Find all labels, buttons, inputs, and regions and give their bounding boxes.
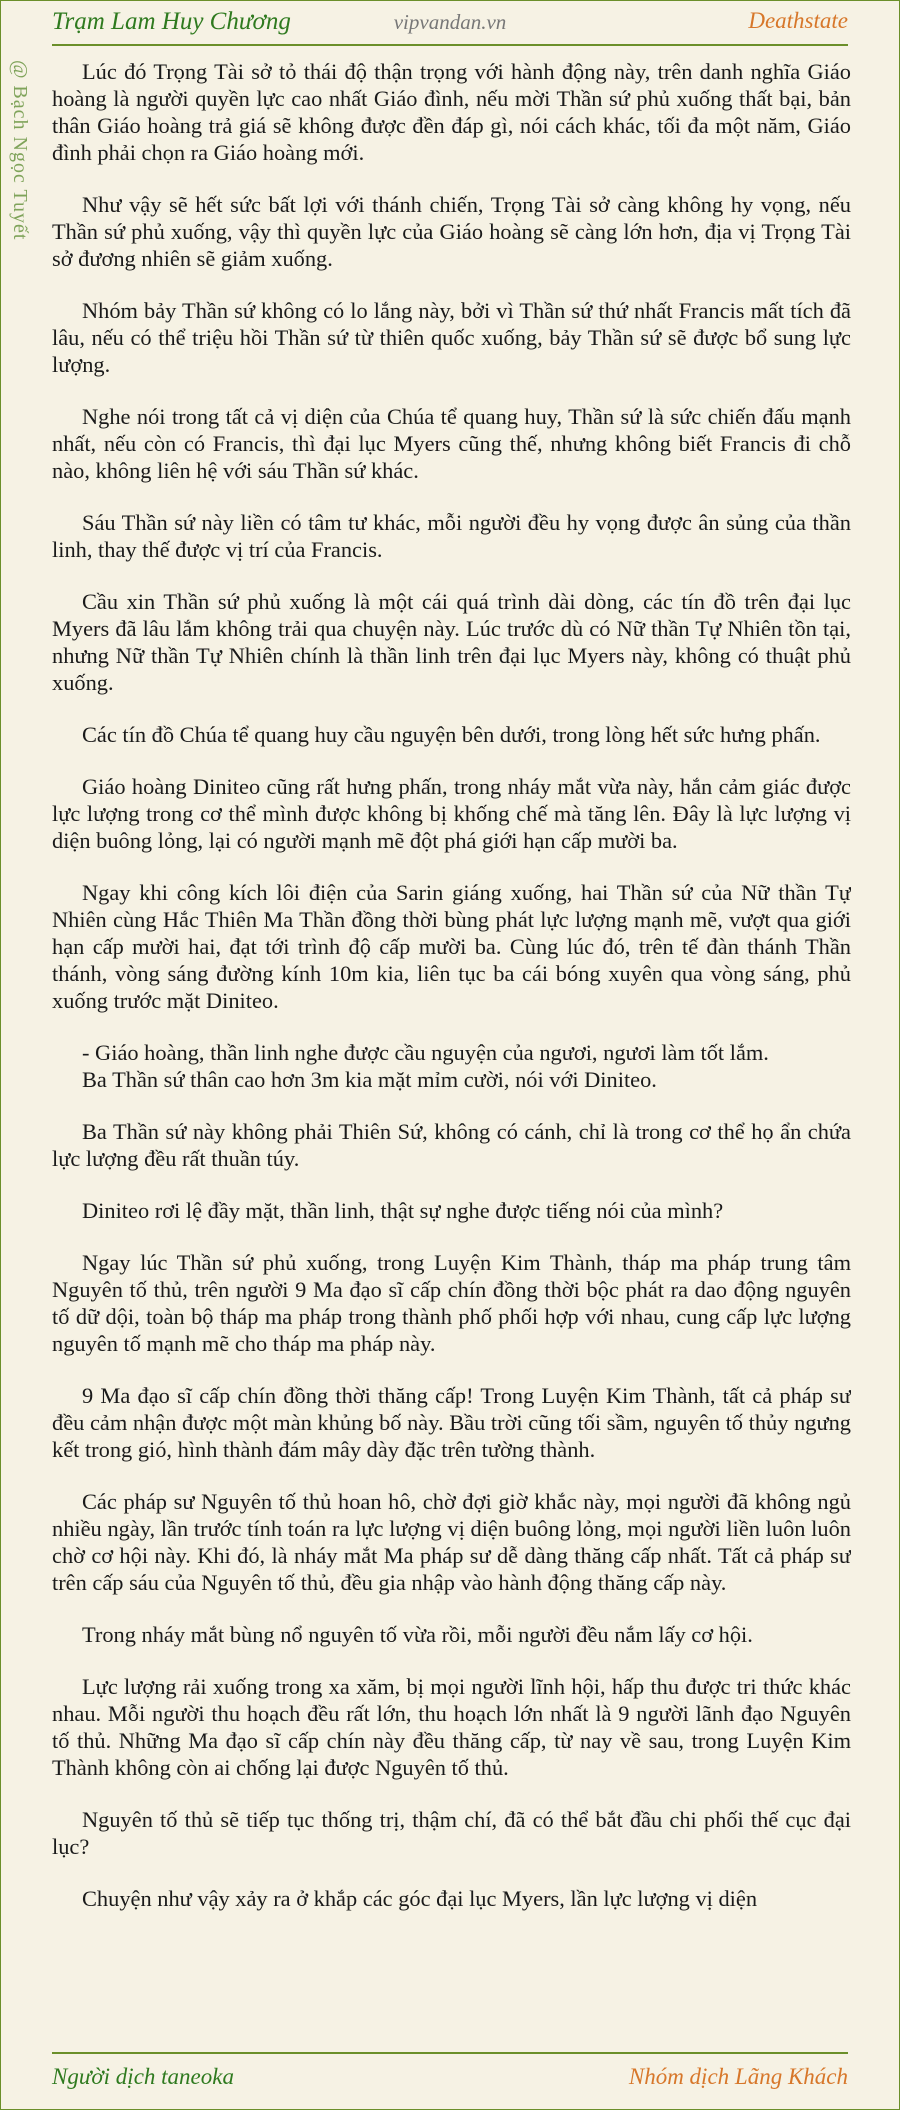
paragraph: Nguyên tố thủ sẽ tiếp tục thống trị, thậm chí, đã có thể bắt đầu chi phối thế cục đại lục?: [52, 1807, 851, 1859]
paragraph: Sáu Thần sứ này liền có tâm tư khác, mỗi người đều hy vọng được ân sủng của thần linh, thay thế được vị trí của Francis.: [52, 510, 851, 562]
chapter-text: [52, 58, 851, 2046]
paragraph: Ba Thần sứ thân cao hơn 3m kia mặt mỉm cười, nói với Diniteo.: [82, 1067, 657, 1092]
page-header: [0, 0, 900, 48]
paragraph: Giáo hoàng Diniteo cũng rất hưng phấn, trong nháy mắt vừa này, hắn cảm giác được lực lượng trong cơ thể mình được không bị khống chế mà tăng lên. Đây là lực lượng vị diện buông lỏng, lại có người mạnh mẽ đột phá giới hạn cấp mười ba.: [52, 774, 851, 853]
header-site: vipvandan.vn: [393, 10, 507, 34]
paragraph: 9 Ma đạo sĩ cấp chín đồng thời thăng cấp! Trong Luyện Kim Thành, tất cả pháp sư đều cảm nhận được một màn khủng bố này. Bầu trời cũng tối sầm, nguyên tố thủy ngưng kết trong gió, hình thành đám mây dày đặc trên tường thành.: [52, 1383, 851, 1462]
paragraph: Cầu xin Thần sứ phủ xuống là một cái quá trình dài dòng, các tín đồ trên đại lục Myers đã lâu lắm không trải qua chuyện này. Lúc trước dù có Nữ thần Tự Nhiên tồn tại, nhưng Nữ thần Tự Nhiên chính là thần linh trên đại lục Myers này, không có thuật phủ xuống.: [52, 589, 851, 695]
header-divider: [52, 44, 848, 46]
side-watermark: @ Bạch Ngọc Tuyết: [9, 60, 31, 241]
dialogue-line: - Giáo hoàng, thần linh nghe được cầu nguyện của ngươi, ngươi làm tốt lắm.: [82, 1040, 769, 1065]
paragraph: Diniteo rơi lệ đầy mặt, thần linh, thật sự nghe được tiếng nói của mình?: [82, 1198, 724, 1223]
paragraph: Ba Thần sứ này không phải Thiên Sứ, không có cánh, chỉ là trong cơ thể họ ẩn chứa lực lượng đều rất thuần túy.: [52, 1119, 851, 1171]
header-author: Trạm Lam Huy Chương: [52, 8, 291, 35]
paragraph: Các pháp sư Nguyên tố thủ hoan hô, chờ đợi giờ khắc này, mọi người đã không ngủ nhiều ngày, lần trước tính toán ra lực lượng vị diện buông lỏng, mọi người liền luôn luôn chờ cơ hội này. Khi đó, là nháy mắt Ma pháp sư dễ dàng thăng cấp nhất. Tất cả pháp sư trên cấp sáu của Nguyên tố thủ, đều gia nhập vào hành động thăng cấp này.: [52, 1489, 851, 1595]
paragraph: Ngay lúc Thần sứ phủ xuống, trong Luyện Kim Thành, tháp ma pháp trung tâm Nguyên tố thủ, trên người 9 Ma đạo sĩ cấp chín đồng thời bộc phát ra dao động nguyên tố dữ dội, toàn bộ tháp ma pháp trong thành phố phối hợp với nhau, cung cấp lực lượng nguyên tố mạnh mẽ cho tháp ma pháp này.: [52, 1250, 851, 1356]
paragraph: Ngay khi công kích lôi điện của Sarin giáng xuống, hai Thần sứ của Nữ thần Tự Nhiên cùng Hắc Thiên Ma Thần đồng thời bùng phát lực lượng mạnh mẽ, vượt qua giới hạn cấp mười hai, đạt tới trình độ cấp mười ba. Cùng lúc đó, trên tế đàn thánh Thần thánh, vòng sáng đường kính 10m kia, liên tục ba cái bóng xuyên qua vòng sáng, phủ xuống trước mặt Diniteo.: [52, 880, 851, 1013]
header-title: Deathstate: [748, 8, 848, 33]
paragraph: Lúc đó Trọng Tài sở tỏ thái độ thận trọng với hành động này, trên danh nghĩa Giáo hoàng là người quyền lực cao nhất Giáo đình, nếu mời Thần sứ phủ xuống thất bại, bản thân Giáo hoàng trả giá sẽ không được đền đáp gì, nói cách khác, tối đa một năm, Giáo đình phải chọn ra Giáo hoàng mới.: [52, 59, 851, 165]
footer-translator: Người dịch taneoka: [52, 2064, 234, 2089]
paragraph: Trong nháy mắt bùng nổ nguyên tố vừa rồi, mỗi người đều nắm lấy cơ hội.: [82, 1622, 753, 1647]
paragraph: Nhóm bảy Thần sứ không có lo lắng này, bởi vì Thần sứ thứ nhất Francis mất tích đã lâu, nếu có thể triệu hồi Thần sứ từ thiên quốc xuống, bảy Thần sứ sẽ được bổ sung lực lượng.: [52, 298, 851, 377]
footer-group: Nhóm dịch Lãng Khách: [628, 2064, 848, 2089]
paragraph: Nghe nói trong tất cả vị diện của Chúa tể quang huy, Thần sứ là sức chiến đấu mạnh nhất, nếu còn có Francis, thì đại lục Myers cũng thế, nhưng không biết Francis đi chỗ nào, không liên hệ với sáu Thần sứ khác.: [52, 404, 851, 483]
paragraph: Lực lượng rải xuống trong xa xăm, bị mọi người lĩnh hội, hấp thu được tri thức khác nhau. Mỗi người thu hoạch đều rất lớn, thu hoạch lớn nhất là 9 người lãnh đạo Nguyên tố thủ. Những Ma đạo sĩ cấp chín này đều thăng cấp, từ nay về sau, trong Luyện Kim Thành không còn ai chống lại được Nguyên tố thủ.: [52, 1674, 851, 1780]
paragraph: Chuyện như vậy xảy ra ở khắp các góc đại lục Myers, lần lực lượng vị diện: [82, 1886, 758, 1911]
footer-divider: [52, 2052, 848, 2054]
paragraph: Các tín đồ Chúa tể quang huy cầu nguyện bên dưới, trong lòng hết sức hưng phấn.: [82, 722, 821, 747]
paragraph: Như vậy sẽ hết sức bất lợi với thánh chiến, Trọng Tài sở càng không hy vọng, nếu Thần sứ phủ xuống, vậy thì quyền lực của Giáo hoàng sẽ càng lớn hơn, địa vị Trọng Tài sở đương nhiên sẽ giảm xuống.: [52, 192, 851, 271]
